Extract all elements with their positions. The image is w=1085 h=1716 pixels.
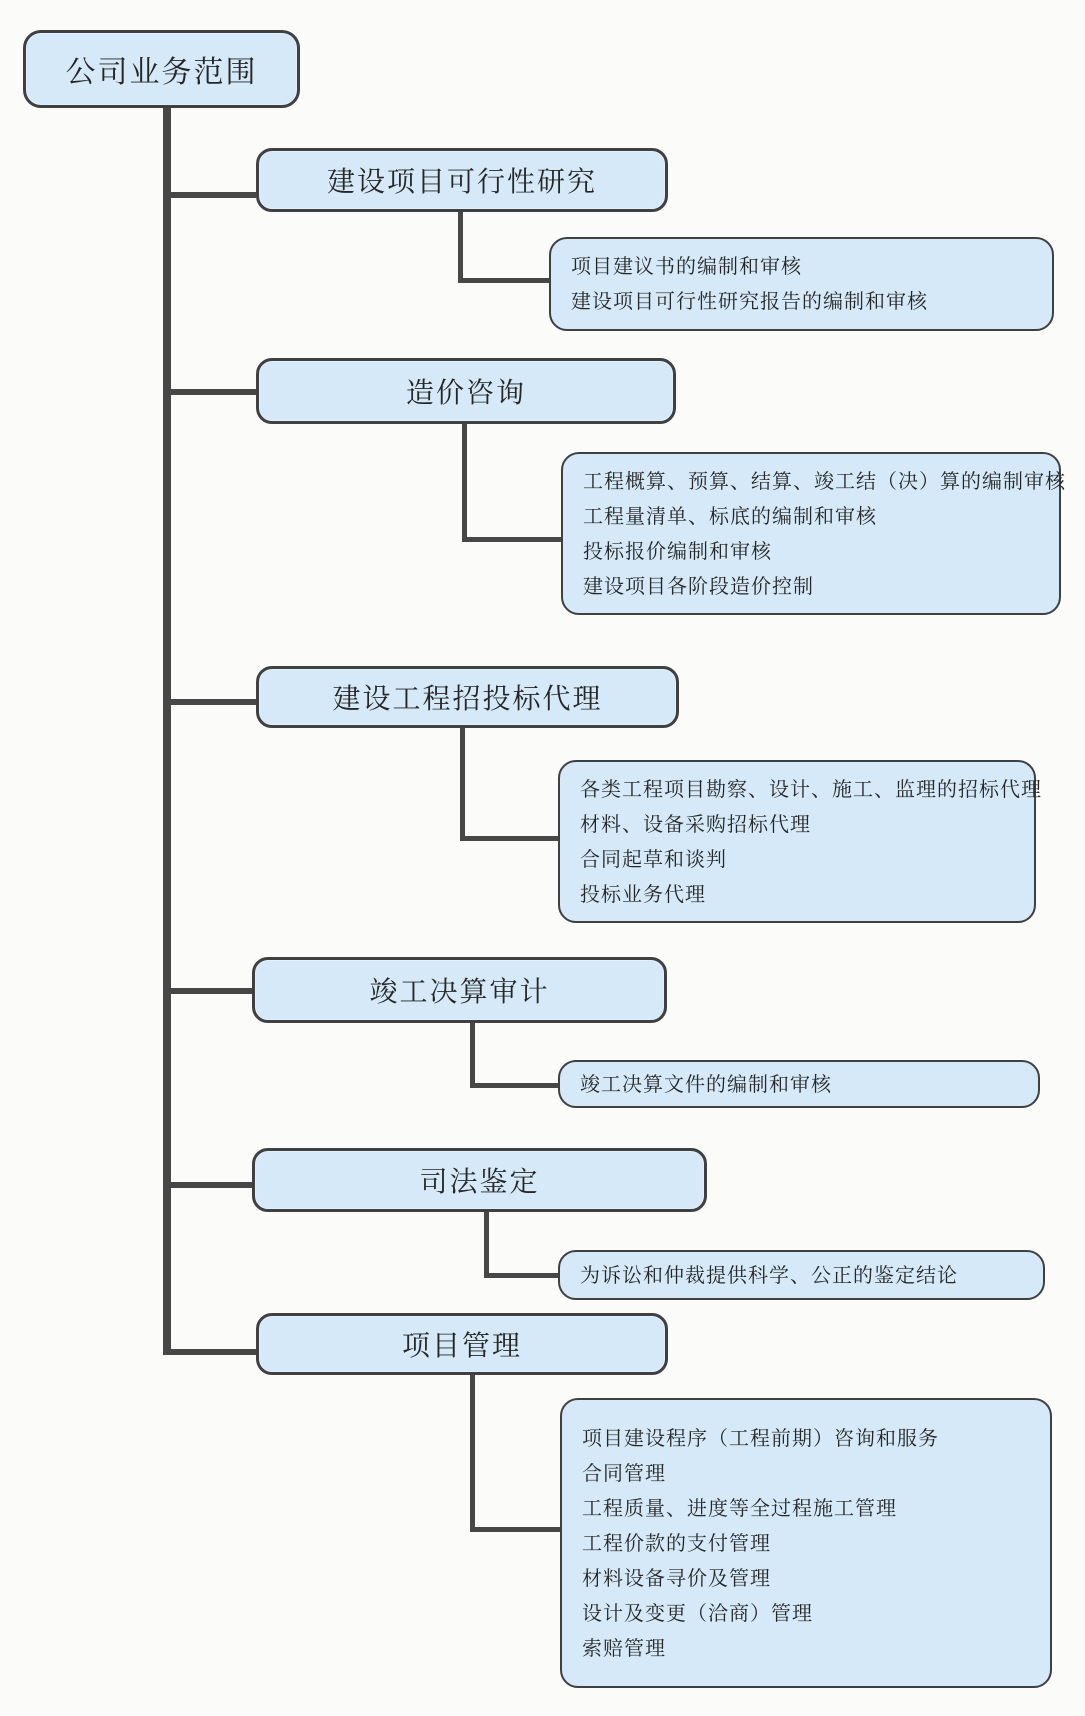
- branch-2-label: 造价咨询: [405, 378, 526, 409]
- detail-item: 工程概算、预算、结算、竣工结（决）算的编制审核: [583, 470, 1066, 493]
- branch-2-trunk-connector: [171, 389, 256, 395]
- detail-item: 项目建设程序（工程前期）咨询和服务: [582, 1427, 939, 1450]
- branch-1-trunk-connector: [171, 192, 256, 198]
- branch-1-label: 建设项目可行性研究: [326, 167, 597, 198]
- branch-3-trunk-connector: [171, 699, 256, 705]
- branch-3-sub-connector-v: [460, 728, 465, 841]
- detail-item: 建设项目各阶段造价控制: [583, 575, 814, 598]
- branch-6-label: 项目管理: [401, 1331, 522, 1362]
- branch-3-label: 建设工程招投标代理: [332, 684, 603, 715]
- branch-3-node: [256, 666, 679, 728]
- branch-2-node: [256, 358, 676, 424]
- detail-item: 各类工程项目勘察、设计、施工、监理的招标代理: [580, 778, 1042, 801]
- detail-item: 竣工决算文件的编制和审核: [580, 1073, 832, 1096]
- branch-3-sub-connector-h: [460, 836, 558, 841]
- detail-item: 工程质量、进度等全过程施工管理: [582, 1497, 897, 1520]
- branch-5-trunk-connector: [171, 1182, 252, 1188]
- branch-4-trunk-connector: [171, 988, 252, 994]
- detail-item: 项目建议书的编制和审核: [571, 256, 802, 278]
- detail-item: 索赔管理: [582, 1637, 666, 1660]
- branch-6-trunk-connector: [171, 1349, 256, 1355]
- detail-item: 为诉讼和仲裁提供科学、公正的鉴定结论: [580, 1264, 958, 1287]
- branch-5-label: 司法鉴定: [419, 1167, 540, 1198]
- root-node: [23, 30, 300, 108]
- detail-item: 合同管理: [582, 1462, 666, 1485]
- branch-4-detail-box: [558, 1060, 1040, 1108]
- detail-item: 合同起草和谈判: [580, 848, 727, 871]
- detail-item: 材料设备寻价及管理: [582, 1567, 771, 1590]
- branch-2-sub-connector-v: [462, 424, 467, 542]
- branch-5-detail-box: [558, 1250, 1045, 1300]
- branch-2-detail-box: [561, 452, 1066, 615]
- branch-3-detail-box: [558, 760, 1042, 923]
- branch-5-sub-connector-h: [484, 1273, 558, 1278]
- branch-5-node: [252, 1148, 707, 1212]
- detail-item: 建设项目可行性研究报告的编制和审核: [571, 291, 928, 313]
- detail-item: 投标业务代理: [580, 883, 706, 906]
- branch-1-detail-box: [549, 237, 1054, 331]
- branch-4-label: 竣工决算审计: [369, 977, 550, 1008]
- branch-6-node: [256, 1313, 668, 1375]
- trunk-line: [163, 104, 171, 1355]
- branch-1-node: [256, 148, 668, 212]
- detail-item: 设计及变更（洽商）管理: [582, 1602, 813, 1625]
- branch-2-sub-connector-h: [462, 537, 561, 542]
- branch-1-sub-connector-v: [458, 212, 463, 283]
- branch-1-sub-connector-h: [458, 278, 549, 283]
- detail-item: 工程价款的支付管理: [582, 1532, 771, 1555]
- detail-item: 投标报价编制和审核: [583, 540, 772, 563]
- branch-6-sub-connector-v: [470, 1375, 475, 1532]
- branch-5-sub-connector-v: [484, 1212, 489, 1278]
- branch-6-sub-connector-h: [470, 1527, 560, 1532]
- detail-item: 材料、设备采购招标代理: [580, 813, 811, 836]
- detail-item: 工程量清单、标底的编制和审核: [583, 505, 877, 528]
- branch-4-sub-connector-h: [470, 1083, 558, 1088]
- root-label: 公司业务范围: [65, 56, 258, 89]
- branch-4-node: [252, 957, 667, 1023]
- branch-4-sub-connector-v: [470, 1023, 475, 1088]
- branch-6-detail-box: [560, 1398, 1052, 1688]
